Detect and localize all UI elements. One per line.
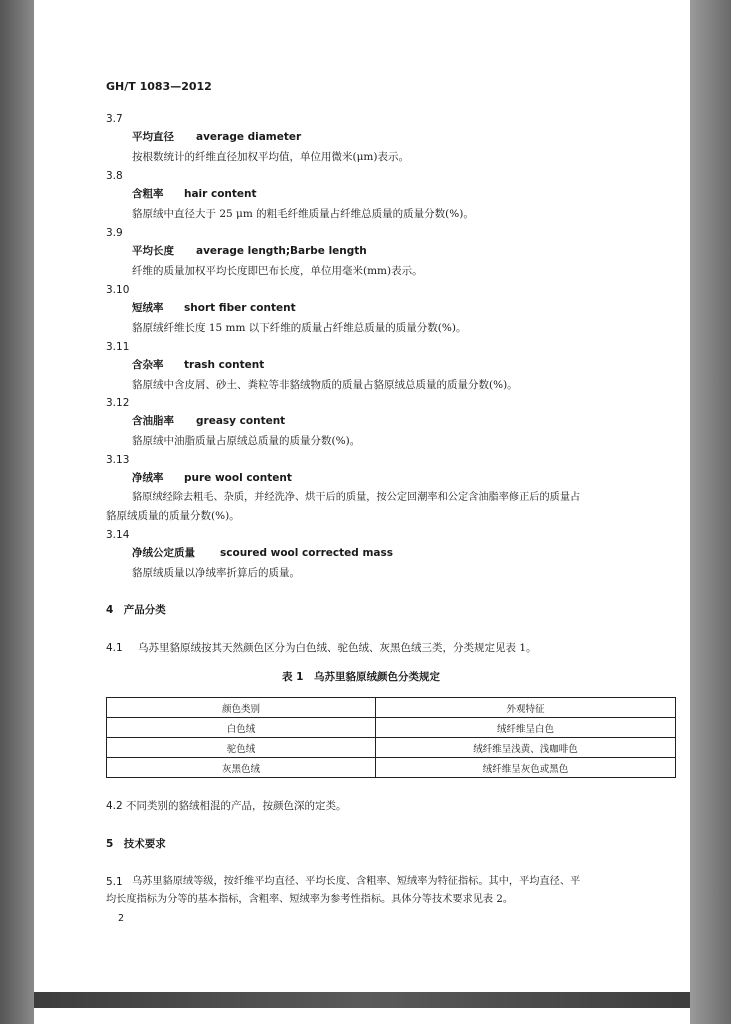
clause-number: 3.14: [106, 529, 130, 541]
clause-number: 3.7: [106, 113, 123, 125]
table-row: [107, 738, 676, 758]
clause-number: 3.8: [106, 170, 123, 182]
table-caption: 表 1 乌苏里貉原绒颜色分类规定: [282, 671, 440, 683]
clause-number: 4.2: [106, 800, 123, 812]
table-header-row: [107, 698, 676, 718]
clause-number: 4.1: [106, 642, 123, 654]
table-cell: 绒纤维呈白色: [376, 718, 676, 738]
term-zh: 净绒公定质量: [132, 547, 195, 559]
table-header-cell: 颜色类别: [107, 698, 376, 718]
term-en: average length;Barbe length: [196, 245, 367, 257]
paragraph-text: 不同类别的貉绒相混的产品，按颜色深的定类。: [126, 800, 347, 812]
clause-number: 3.11: [106, 341, 130, 353]
clause-number: 3.13: [106, 454, 130, 466]
left-margin: [0, 0, 34, 1024]
definition-text: 貉原绒中直径大于 25 μm 的粗毛纤维质量占纤维总质量的质量分数(%)。: [132, 208, 474, 220]
table-cell: 白色绒: [107, 718, 376, 738]
definition-text: 貉原绒质量的质量分数(%)。: [106, 510, 240, 522]
next-page-edge: [34, 1008, 690, 1024]
definition-text: 貉原绒经除去粗毛、杂质，并经洗净、烘干后的质量，按公定回潮率和公定含油脂率修正后的质量占: [132, 492, 581, 503]
clause-number: 3.12: [106, 397, 130, 409]
definition-text: 貉原绒纤维长度 15 mm 以下纤维的质量占纤维总质量的质量分数(%)。: [132, 322, 467, 334]
definition-text: 貉原绒中油脂质量占原绒总质量的质量分数(%)。: [132, 435, 361, 447]
table-row: [107, 718, 676, 738]
color-classification-table: [106, 697, 676, 778]
document-page: [34, 0, 690, 992]
standard-code-header: GH/T 1083—2012: [106, 80, 212, 93]
term-zh: 净绒率: [132, 472, 164, 484]
clause-number: 5.1: [106, 876, 123, 888]
term-en: greasy content: [196, 415, 286, 427]
table-cell: 绒纤维呈灰色或黑色: [376, 758, 676, 778]
definition-text: 貉原绒质量以净绒率折算后的质量。: [132, 567, 300, 579]
term-en: hair content: [184, 188, 257, 200]
page-number: 2: [118, 913, 125, 924]
table-cell: 绒纤维呈浅黄、浅咖啡色: [376, 738, 676, 758]
term-zh: 平均直径: [132, 131, 174, 143]
term-zh: 短绒率: [132, 302, 164, 314]
paragraph-text: 均长度指标为分等的基本指标，含粗率、短绒率为参考性指标。具体分等技术要求见表 2。: [106, 894, 514, 905]
term-zh: 平均长度: [132, 245, 174, 257]
term-en: trash content: [184, 359, 265, 371]
definition-text: 貉原绒中含皮屑、砂土、粪粒等非貉绒物质的质量占貉原绒总质量的质量分数(%)。: [132, 379, 518, 391]
definition-text: 按根数统计的纤维直径加权平均值，单位用微米(μm)表示。: [132, 151, 409, 163]
term-zh: 含粗率: [132, 188, 164, 200]
term-en: pure wool content: [184, 472, 292, 484]
table-header-cell: 外观特征: [376, 698, 676, 718]
term-en: average diameter: [196, 131, 302, 143]
section-heading: 4 产品分类: [106, 604, 166, 616]
term-en: scoured wool corrected mass: [220, 547, 393, 559]
term-zh: 含杂率: [132, 359, 164, 371]
clause-number: 3.9: [106, 227, 123, 239]
right-margin: [690, 0, 731, 1024]
paragraph-text: 乌苏里貉原绒按其天然颜色区分为白色绒、驼色绒、灰黑色绒三类，分类规定见表 1。: [138, 642, 537, 654]
definition-text: 纤维的质量加权平均长度即巴布长度，单位用毫米(mm)表示。: [132, 265, 423, 277]
term-zh: 含油脂率: [132, 415, 174, 427]
table-cell: 灰黑色绒: [107, 758, 376, 778]
term-en: short fiber content: [184, 302, 296, 314]
clause-number: 3.10: [106, 284, 130, 296]
section-heading: 5 技术要求: [106, 838, 166, 850]
table-row: [107, 758, 676, 778]
table-cell: 驼色绒: [107, 738, 376, 758]
paragraph-text: 乌苏里貉原绒等级，按纤维平均直径、平均长度、含粗率、短绒率为特征指标。其中，平均直径、平: [132, 876, 581, 887]
